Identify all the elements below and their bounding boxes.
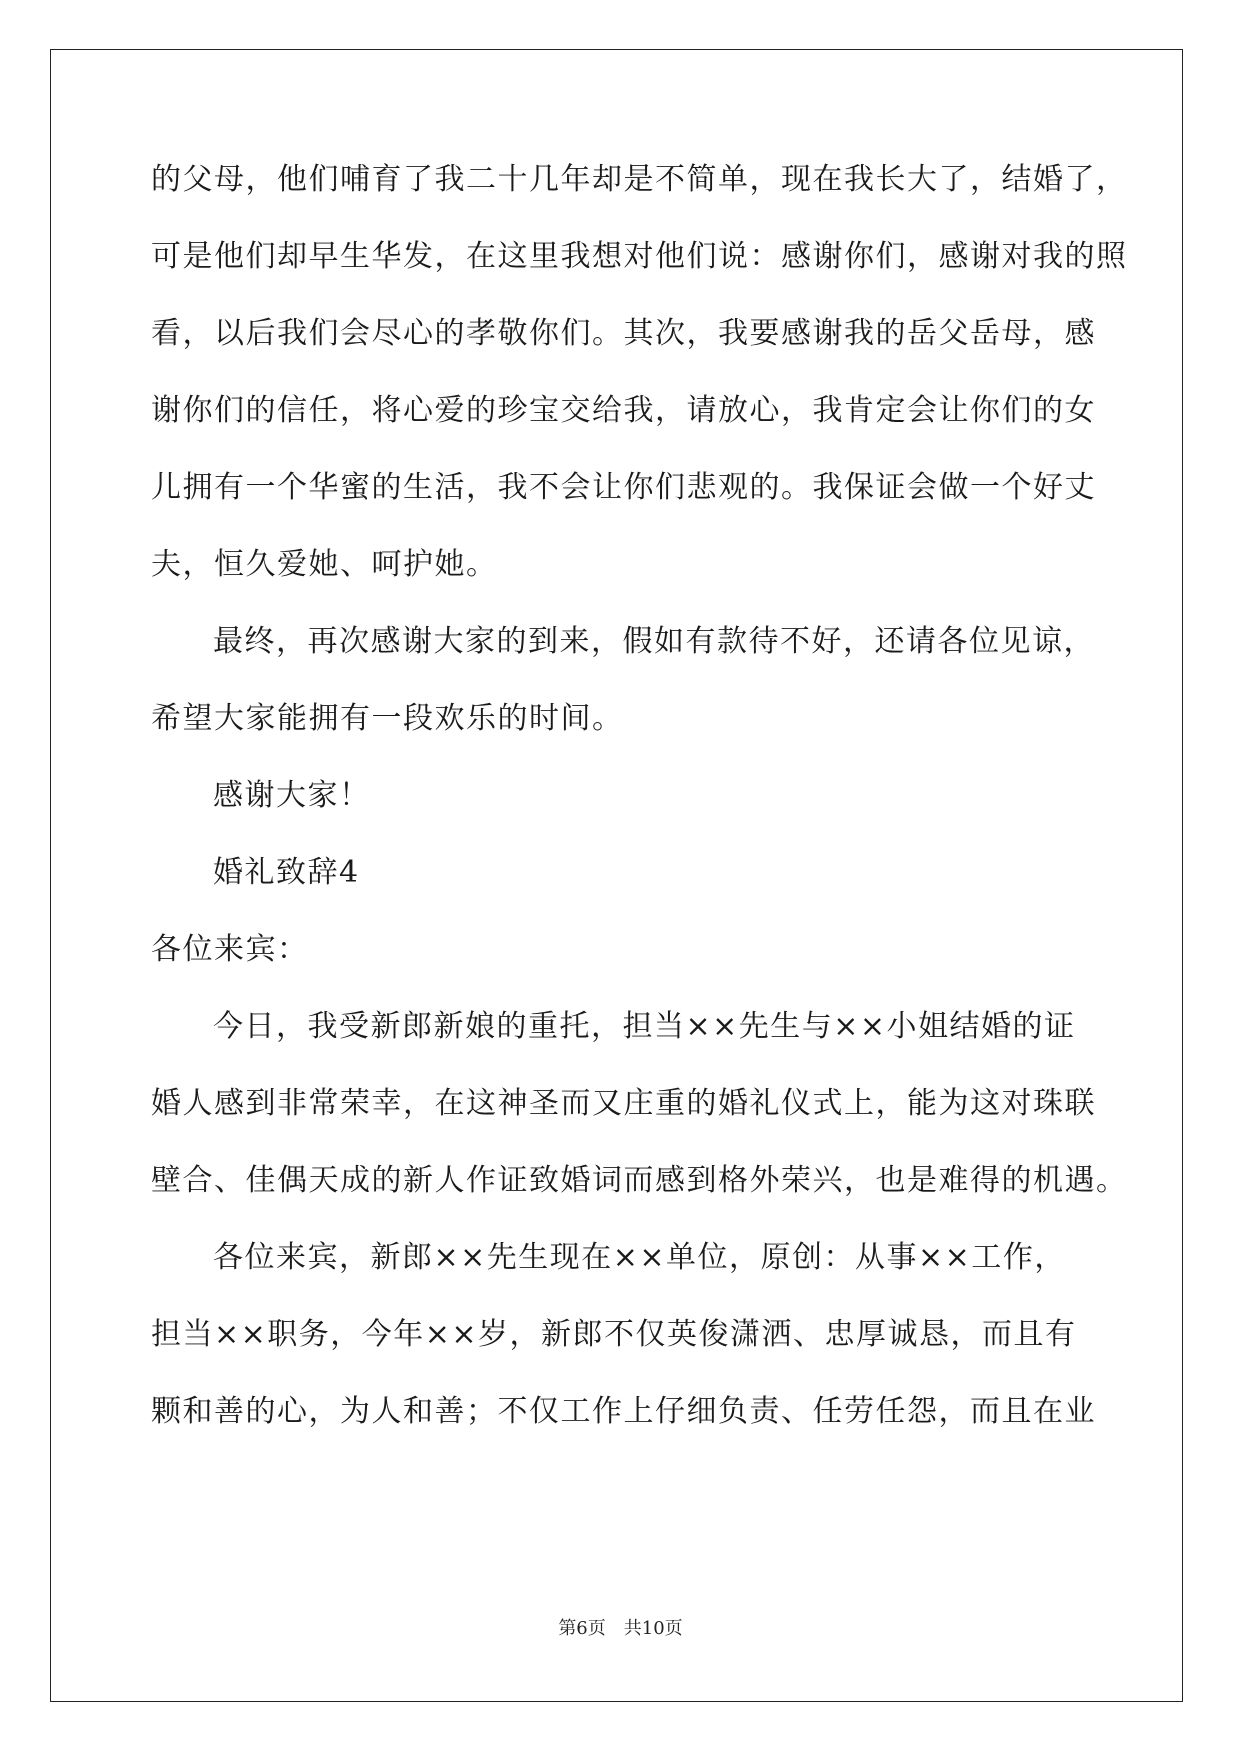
text-line: 夫，恒久爱她、呵护她。 <box>151 547 498 582</box>
text-line: 各位来宾，新郎××先生现在××单位，原创：从事××工作， <box>213 1240 1066 1275</box>
text-line: 儿拥有一个华蜜的生活，我不会让你们悲观的。我保证会做一个好丈 <box>151 470 1096 505</box>
text-line: 看，以后我们会尽心的孝敬你们。其次，我要感谢我的岳父岳母，感 <box>151 316 1096 351</box>
text-line: 谢你们的信任，将心爱的珍宝交给我，请放心，我肯定会让你们的女 <box>151 393 1096 428</box>
text-line: 颗和善的心，为人和善；不仅工作上仔细负责、任劳任怨，而且在业 <box>151 1394 1096 1429</box>
text-line: 感谢大家！ <box>213 778 371 813</box>
text-line: 最终，再次感谢大家的到来，假如有款待不好，还请各位见谅， <box>213 624 1095 659</box>
salutation: 各位来宾： <box>151 932 309 967</box>
text-line: 可是他们却早生华发，在这里我想对他们说：感谢你们，感谢对我的照 <box>151 239 1128 274</box>
text-line: 的父母，他们哺育了我二十几年却是不简单，现在我长大了，结婚了， <box>151 162 1128 197</box>
text-line: 希望大家能拥有一段欢乐的时间。 <box>151 701 624 736</box>
section-heading: 婚礼致辞4 <box>213 855 360 890</box>
text-line: 担当××职务，今年××岁，新郎不仅英俊潇洒、忠厚诚恳，而且有 <box>151 1317 1077 1352</box>
text-line: 今日，我受新郎新娘的重托，担当××先生与××小姐结婚的证 <box>213 1009 1076 1044</box>
text-line: 婚人感到非常荣幸，在这神圣而又庄重的婚礼仪式上，能为这对珠联 <box>151 1086 1096 1121</box>
page-number-current: 第6页 <box>558 1618 606 1639</box>
page-footer <box>0 1617 1241 1641</box>
text-line: 壁合、佳偶天成的新人作证致婚词而感到格外荣兴，也是难得的机遇。 <box>151 1163 1128 1198</box>
page-number-total: 共10页 <box>623 1618 683 1639</box>
